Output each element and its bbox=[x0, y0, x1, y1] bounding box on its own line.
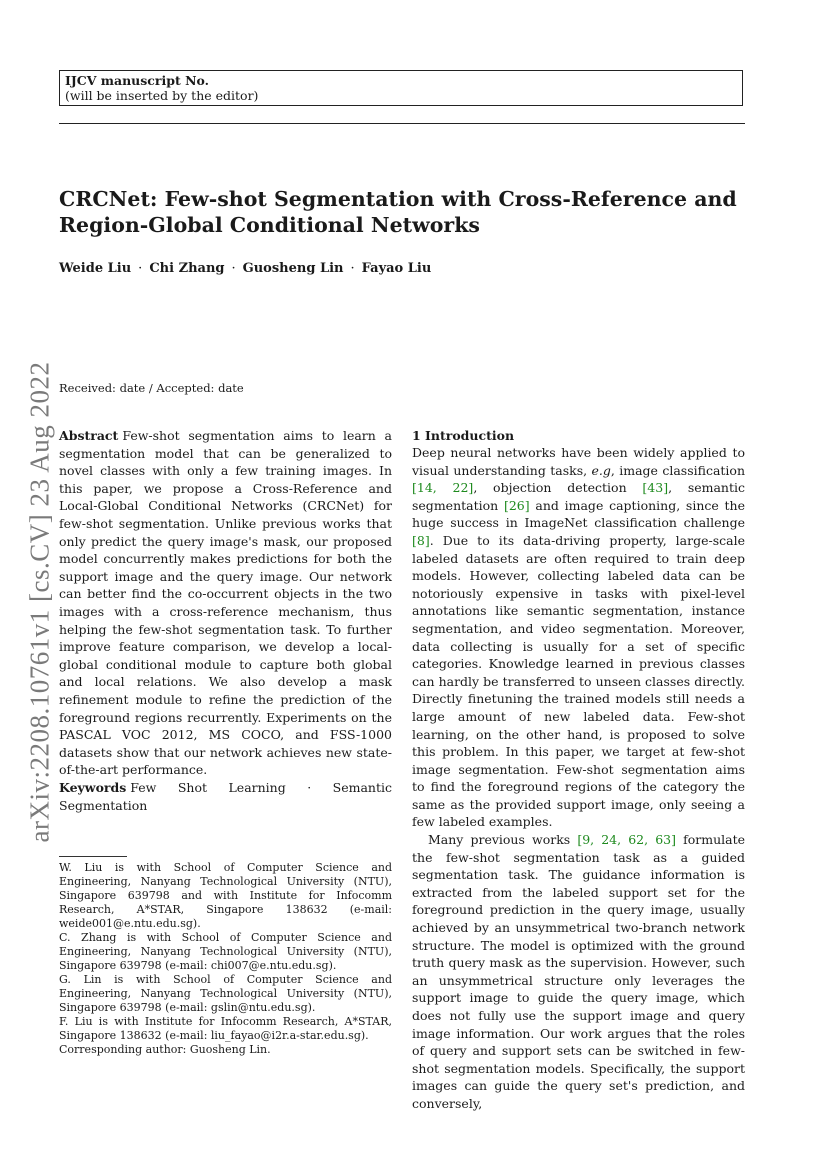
author-separator: · bbox=[350, 261, 355, 276]
title-line-1: CRCNet: Few-shot Segmentation with Cross-Reference and bbox=[59, 187, 737, 211]
journal-box bbox=[59, 70, 743, 106]
author: Weide Liu bbox=[59, 261, 132, 276]
body-text: . Due to its data-driving property, large-scale labeled datasets are often required to train deep models. However, collecting labeled data can be notoriously expensive in tasks with pixel-level annotations like semantic segmentation, instance segmentation, and video segmentation. Moreover, data collecting is usually for a set of specific categories. Knowledge learned in previous classes can hardly be transferred to unseen classes directly. Directly finetuning the trained models still needs a large amount of new labeled data. Few-shot learning, on the other hand, is proposed to solve this problem. In this paper, we target at few-shot image segmentation. Few-shot segmentation aims to find the foreground regions of the category the same as the provided support image, only seeing a few labeled examples. bbox=[412, 532, 745, 830]
footnote: C. Zhang is with School of Computer Science and Engineering, Nanyang Technological University (NTU), Singapore 639798 (e-mail: chi007@e.ntu.edu.sg). bbox=[59, 931, 392, 972]
intro-paragraph-1 bbox=[412, 444, 745, 831]
paper-title bbox=[59, 186, 759, 238]
italic-text: e.g bbox=[591, 462, 611, 478]
keywords bbox=[59, 779, 392, 814]
abstract-label: Abstract bbox=[59, 428, 119, 443]
footnote-rule bbox=[59, 856, 127, 857]
body-text: Deep neural networks have been widely applied to visual understanding tasks, bbox=[412, 445, 745, 478]
footnote: F. Liu is with Institute for Infocomm Research, A*STAR, Singapore 138632 (e-mail: liu_fayao@i2r.a-star.edu.sg). bbox=[59, 1015, 392, 1042]
keywords-label: Keywords bbox=[59, 780, 127, 795]
body-text: , image classification bbox=[610, 462, 745, 478]
citation-link[interactable]: [26] bbox=[503, 497, 530, 513]
introduction-section bbox=[412, 427, 745, 1113]
body-text: , objection detection bbox=[473, 480, 643, 496]
citation-link[interactable]: [9, 24, 62, 63] bbox=[577, 832, 676, 848]
footnote: Corresponding author: Guosheng Lin. bbox=[59, 1043, 271, 1056]
journal-note: (will be inserted by the editor) bbox=[65, 88, 259, 103]
abstract bbox=[59, 427, 392, 779]
body-text: Many previous works bbox=[428, 832, 578, 848]
arxiv-stamp: arXiv:2208.10761v1 [cs.CV] 23 Aug 2022 bbox=[24, 361, 55, 843]
footnote: G. Lin is with School of Computer Science and Engineering, Nanyang Technological University (NTU), Singapore 639798 (e-mail: gslin@ntu.edu.sg). bbox=[59, 973, 392, 1014]
body-text: , semantic segmentation bbox=[412, 480, 746, 513]
author-list bbox=[59, 260, 759, 278]
header-rule bbox=[59, 123, 745, 124]
intro-paragraph-2 bbox=[412, 831, 745, 1113]
citation-link[interactable]: [43] bbox=[642, 480, 669, 496]
section-heading: 1 Introduction bbox=[412, 428, 515, 443]
author-separator: · bbox=[138, 261, 143, 276]
author: Chi Zhang bbox=[149, 261, 225, 276]
journal-name: IJCV manuscript No. bbox=[65, 73, 210, 88]
keywords-text: Few Shot Learning · Semantic Segmentation bbox=[59, 780, 392, 813]
author: Guosheng Lin bbox=[242, 261, 344, 276]
author: Fayao Liu bbox=[361, 261, 432, 276]
body-text: and image captioning, since the huge success in ImageNet classification challenge bbox=[412, 497, 746, 531]
citation-link[interactable]: [14, 22] bbox=[412, 480, 474, 496]
abstract-text: Few-shot segmentation aims to learn a segmentation model that can be generalized to novel classes with only a few training images. In this paper, we propose a Cross-Reference and Local-Global Conditional Networks (CRCNet) for few-shot segmentation. Unlike previous works that only predict the query image's mask, our proposed model concurrently makes predictions for both the support image and the query image. Our network can better find the co-occurrent objects in the two images with a cross-reference mechanism, thus helping the few-shot segmentation task. To further improve feature comparison, we develop a local-global conditional module to capture both global and local relations. We also develop a mask refinement module to refine the prediction of the foreground regions recurrently. Experiments on the PASCAL VOC 2012, MS COCO, and FSS-1000 datasets show that our network achieves new state-of-the-art performance. bbox=[59, 428, 392, 778]
author-separator: · bbox=[231, 261, 236, 276]
citation-link[interactable]: [8] bbox=[412, 532, 430, 548]
footnote: W. Liu is with School of Computer Science and Engineering, Nanyang Technological University (NTU), Singapore 639798 and with Institute for Infocomm Research, A*STAR, Singapore 138632 (e-mail: weide001@e.ntu.edu.sg). bbox=[59, 861, 392, 930]
body-text: formulate the few-shot segmentation task as a guided segmentation task. The guidance information is extracted from the labeled support set for the foreground prediction in the query image, usually achieved by an unsymmetrical two-branch network structure. The model is optimized with the ground truth query mask as the supervision. However, such an unsymmetrical structure only leverages the support image to guide the query image, which does not fully use the support image and query image information. Our work argues that the roles of query and support sets can be switched in few-shot segmentation models. Specifically, the support images can guide the query set's prediction, and conversely, bbox=[412, 832, 745, 1111]
footnotes bbox=[59, 861, 392, 1057]
title-line-2: Region-Global Conditional Networks bbox=[59, 213, 480, 237]
received-date: Received: date / Accepted: date bbox=[59, 381, 244, 395]
